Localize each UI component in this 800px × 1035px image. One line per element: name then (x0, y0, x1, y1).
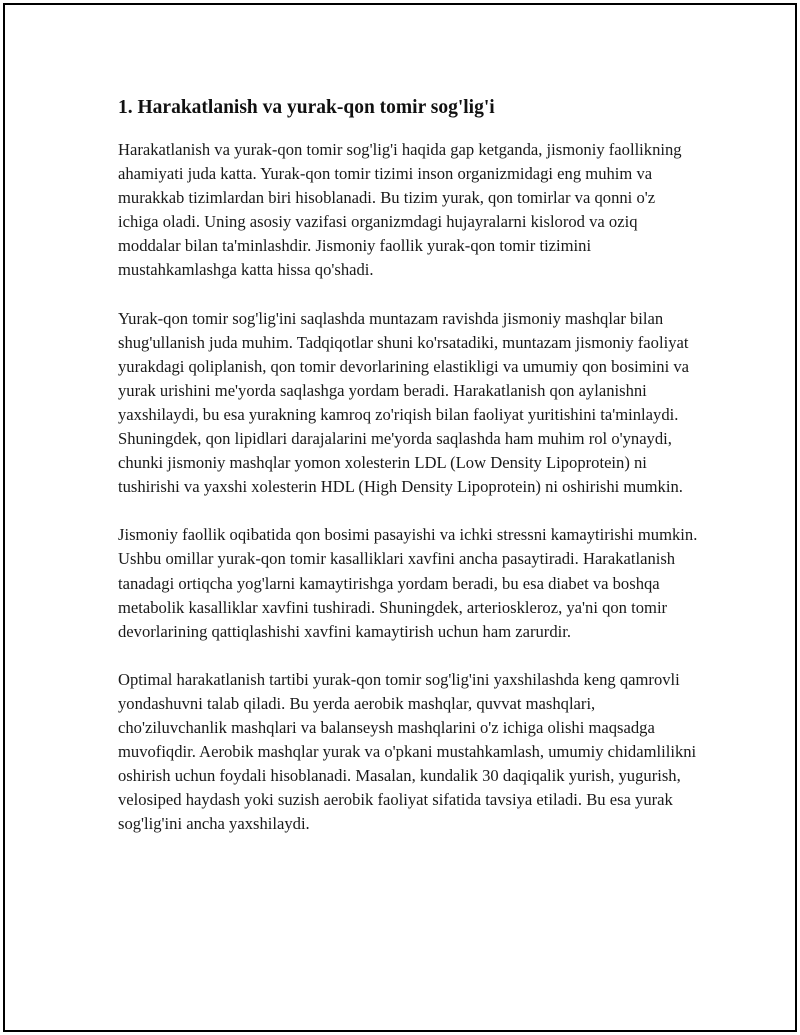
section-heading: 1. Harakatlanish va yurak-qon tomir sog'lig'i (118, 97, 495, 118)
document-body (118, 95, 698, 860)
paragraph-4: Optimal harakatlanish tartibi yurak-qon tomir sog'lig'ini yaxshilashda keng qamrovli yondashuvni talab qiladi. Bu yerda aerobik mashqlar, quvvat mashqlari, cho'ziluvchanlik mashqlari va balanseysh mashqlarini o'z ichiga olishi maqsadga muvofiqdir. Aerobik mashqlar yurak va o'pkani mustahkamlash, umumiy chidamlilikni oshirish uchun foydali hisoblanadi. Masalan, kundalik 30 daqiqalik yurish, yugurish, velosiped haydash yoki suzish aerobik faoliyat sifatida tavsiya etiladi. Bu esa yurak sog'lig'ini ancha yaxshilaydi. (118, 669, 697, 834)
paragraph-2: Yurak-qon tomir sog'lig'ini saqlashda muntazam ravishda jismoniy mashqlar bilan shug'ullanish juda muhim. Tadqiqotlar shuni ko'rsatadiki, muntazam jismoniy faoliyat yurakdagi qoliplanish, qon tomir devorlarining elastikligi va umumiy qon bosimini va yurak urishini me'yorda saqlashga yordam beradi. Harakatlanish qon aylanishni yaxshilaydi, bu esa yurakning kamroq zo'riqish bilan faoliyat yuritishini ta'minlaydi. Shuningdek, qon lipidlari darajalarini me'yorda saqlashda ham muhim rol o'ynaydi, chunki jismoniy mashqlar yomon xolesterin LDL (Low Density Lipoprotein) ni tushirishi va yaxshi xolesterin HDL (High Density Lipoprotein) ni oshirishi mumkin. (118, 308, 690, 497)
paragraph-1: Harakatlanish va yurak-qon tomir sog'lig'i haqida gap ketganda, jismoniy faollikning ahamiyati juda katta. Yurak-qon tomir tizimi inson organizmidagi eng muhim va murakkab tizimlardan biri hisoblanadi. Bu tizim yurak, qon tomirlar va qonni o'z ichiga oladi. Uning asosiy vazifasi organizmdagi hujayralarni kislorod va oziq moddalar bilan ta'minlashdir. Jismoniy faollik yurak-qon tomir tizimini mustahkamlashga katta hissa qo'shadi. (118, 140, 682, 280)
paragraph-3: Jismoniy faollik oqibatida qon bosimi pasayishi va ichki stressni kamaytirishi mumkin. Ushbu omillar yurak-qon tomir kasalliklari xavfini ancha pasaytiradi. Harakatlanish tanadagi ortiqcha yog'larni kamaytirishga yordam beradi, bu esa diabet va boshqa metabolik kasalliklar xavfini tushiradi. Shuningdek, arterioskleroz, ya'ni qon tomir devorlarining qattiqlashishi xavfini kamaytirish uchun ham zarurdir. (118, 525, 698, 641)
